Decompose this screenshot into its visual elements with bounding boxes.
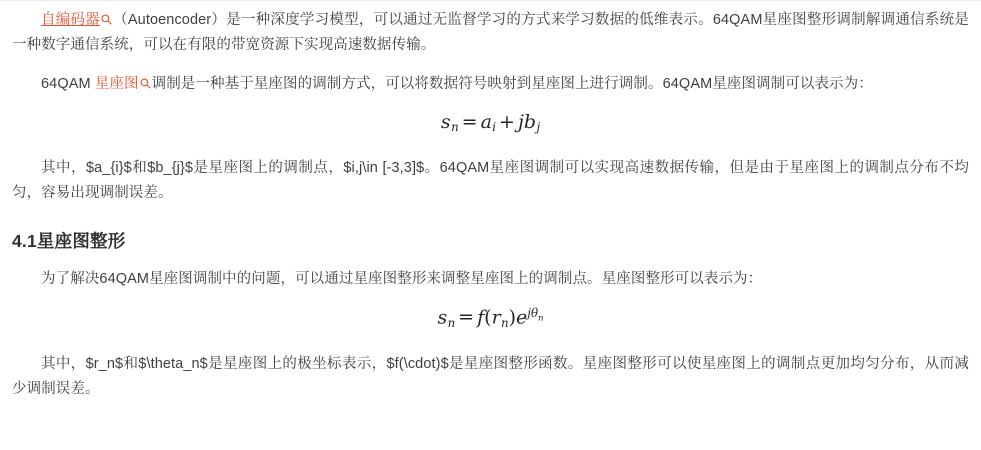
formula2-lhs-sub: n — [447, 315, 456, 330]
paragraph-modulation-explain: 其中，$a_{i}$和$b_{j}$是星座图上的调制点，$i,j\in [-3,3]$。64QAM星座图调制可以实现高速数据传输，但是由于星座图上的调制点分布不均匀，容易出现调制误差。 — [12, 160, 969, 202]
formula2-exp-j: j — [527, 305, 531, 320]
paragraph-shaping-explain: 其中，$r_n$和$\theta_n$是星座图上的极坐标表示，$f(\cdot)$是星座图整形函数。星座图整形可以使星座图上的调制点更加均匀分布，从而减少调制误差。 — [12, 355, 969, 397]
formula1-lhs-var: s — [440, 110, 451, 133]
formula2-r-var: r — [491, 306, 501, 329]
paragraph-shaping-intro: 为了解决64QAM星座图调制中的问题，可以通过星座图整形来调整星座图上的调制点。星座图整形可以表示为： — [41, 270, 763, 287]
formula2-function: f — [477, 306, 485, 329]
formula-64qam-modulation — [12, 111, 969, 134]
search-icon-autoencoder[interactable] — [101, 14, 112, 25]
paragraph-intro — [12, 8, 969, 58]
formula2-r-sub: n — [501, 315, 509, 330]
keyword-link-constellation[interactable]: 星座图 — [94, 75, 139, 92]
formula1-term1-var: a — [480, 110, 492, 133]
section-heading-constellation-shaping: 4.1星座图整形 — [12, 230, 126, 251]
paragraph-modulation-text: 调制是一种基于星座图的调制方式，可以将数据符号映射到星座图上进行调制。64QAM星座图调制可以表示为： — [151, 75, 873, 92]
formula2-lhs-var: s — [437, 306, 448, 329]
paragraph-modulation-prefix: 64QAM — [41, 75, 95, 92]
formula-constellation-shaping — [12, 306, 969, 330]
formula1-term2-var: b — [523, 110, 537, 133]
formula2-equals: = — [458, 306, 475, 329]
paragraph-modulation — [12, 72, 969, 97]
formula2-exp-theta: θ — [530, 305, 539, 320]
top-divider — [0, 0, 981, 1]
formula1-equals: = — [461, 110, 478, 133]
formula1-j: j — [517, 110, 524, 133]
keyword-link-autoencoder[interactable]: 自编码器 — [41, 12, 100, 28]
formula2-open-paren: ( — [484, 306, 492, 329]
search-icon-constellation[interactable] — [140, 78, 151, 89]
formula2-e-var: e — [516, 306, 528, 329]
paragraph-intro-text: （Autoencoder）是一种深度学习模型，可以通过无监督学习的方式来学习数据的低维表示。64QAM星座图整形调制解调通信系统是一种数字通信系统，可以在有限的带宽资源下实现高速数据传输。 — [12, 12, 969, 53]
formula1-plus: + — [499, 110, 515, 133]
formula1-lhs-sub: n — [451, 120, 459, 135]
formula2-exp-sub: n — [538, 313, 544, 324]
formula1-term2-sub: j — [536, 120, 541, 135]
formula2-close-paren: ) — [508, 306, 517, 329]
formula1-term1-sub: i — [492, 120, 497, 135]
